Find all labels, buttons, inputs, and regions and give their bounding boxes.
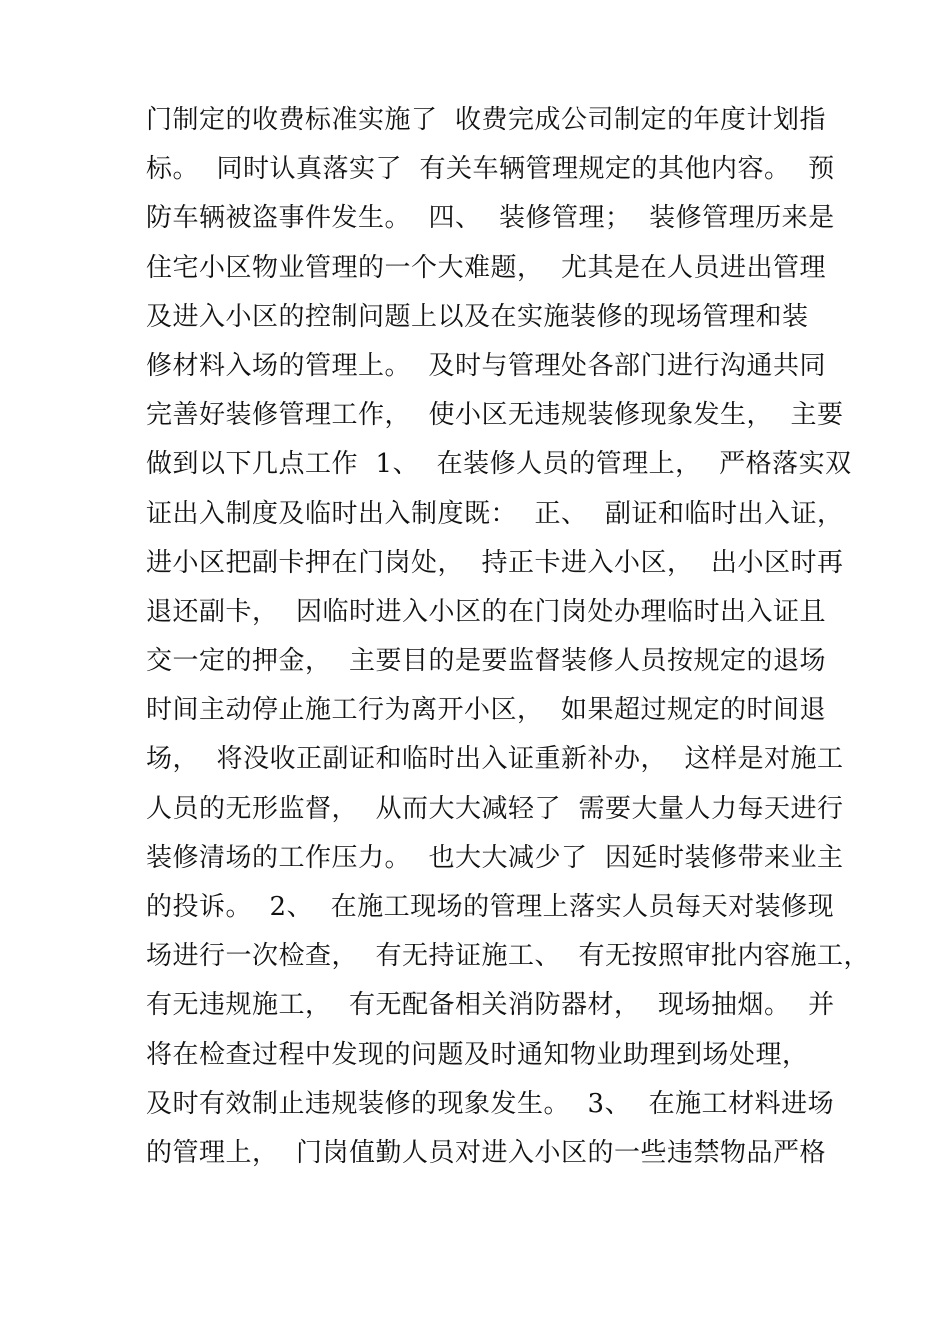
text-line: 人员的无形监督， 从而大大减轻了 需要大量人力每天进行	[146, 793, 844, 824]
text-line: 做到以下几点工作 1、 在装修人员的管理上， 严格落实双	[146, 449, 852, 480]
text-line: 标。 同时认真落实了 有关车辆管理规定的其他内容。 预	[146, 154, 835, 185]
text-line: 证出入制度及临时出入制度既： 正、 副证和临时出入证，	[146, 498, 844, 529]
text-line: 退还副卡， 因临时进入小区的在门岗处办理临时出入证且	[146, 596, 827, 627]
text-line: 时间主动停止施工行为离开小区， 如果超过规定的时间退	[146, 695, 827, 726]
body-text	[146, 96, 871, 1178]
text-line: 门制定的收费标准实施了 收费完成公司制定的年度计划指	[146, 105, 827, 135]
text-line: 将在检查过程中发现的问题及时通知物业助理到场处理，	[146, 1039, 809, 1070]
text-line: 及时有效制止违规装修的现象发生。 3、 在施工材料进场	[146, 1088, 835, 1119]
text-line: 住宅小区物业管理的一个大难题， 尤其是在人员进出管理	[146, 252, 827, 283]
text-line: 防车辆被盗事件发生。 四、 装修管理； 装修管理历来是	[146, 203, 835, 234]
text-line: 完善好装修管理工作， 使小区无违规装修现象发生， 主要	[146, 400, 844, 431]
text-line: 场， 将没收正副证和临时出入证重新补办， 这样是对施工	[146, 744, 844, 775]
text-line: 场进行一次检查， 有无持证施工、 有无按照审批内容施工，	[146, 941, 871, 972]
text-line: 及进入小区的控制问题上以及在实施装修的现场管理和装	[146, 301, 809, 332]
text-line: 交一定的押金， 主要目的是要监督装修人员按规定的退场	[146, 646, 827, 677]
text-line: 进小区把副卡押在门岗处， 持正卡进入小区， 出小区时再	[146, 547, 844, 578]
text-line: 修材料入场的管理上。 及时与管理处各部门进行沟通共同	[146, 350, 827, 381]
text-line: 有无违规施工， 有无配备相关消防器材， 现场抽烟。 并	[146, 990, 835, 1021]
text-line: 的管理上， 门岗值勤人员对进入小区的一些违禁物品严格	[146, 1137, 827, 1168]
text-line: 的投诉。 2、 在施工现场的管理上落实人员每天对装修现	[146, 892, 835, 922]
text-line: 装修清场的工作压力。 也大大减少了 因延时装修带来业主	[146, 842, 844, 873]
